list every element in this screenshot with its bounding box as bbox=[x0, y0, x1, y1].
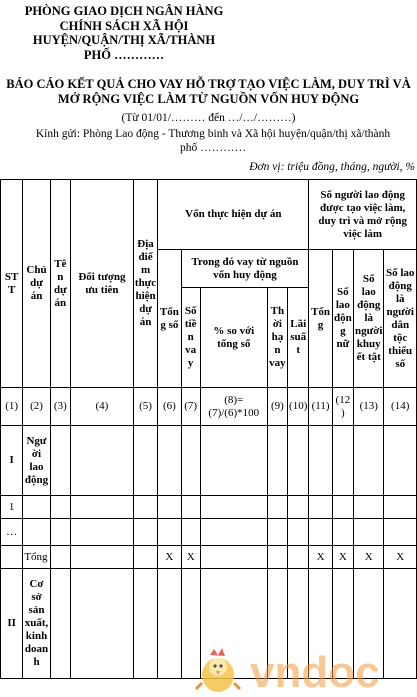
section-2-roman: II bbox=[1, 569, 23, 679]
vndoc-watermark-logo bbox=[190, 645, 415, 695]
total-x-14: X bbox=[384, 546, 417, 569]
total-x-13: X bbox=[354, 546, 384, 569]
header-tong-so: Tổng số bbox=[158, 250, 181, 388]
header-stt: STT bbox=[1, 180, 23, 388]
watermark-text: vndoc bbox=[250, 648, 380, 695]
col-num-4: (4) bbox=[70, 388, 133, 426]
report-title bbox=[0, 77, 417, 107]
col-num-6: (6) bbox=[158, 388, 181, 426]
recipient-line-2: phố ………… bbox=[179, 142, 247, 154]
unit-note: Đơn vị: triệu đồng, tháng, người, % bbox=[249, 161, 415, 173]
header-trong-do: Trong đó vay từ nguồn vốn huy động bbox=[181, 250, 309, 288]
col-num-13: (13) bbox=[354, 388, 384, 426]
header-pct: % so với tổng số bbox=[200, 288, 267, 388]
total-row bbox=[1, 546, 417, 569]
total-x-12: X bbox=[332, 546, 353, 569]
header-khuyet-tat: Số lao động là người khuyết tật bbox=[354, 250, 384, 388]
col-num-9: (9) bbox=[267, 388, 287, 426]
table-row bbox=[1, 519, 417, 546]
org-line-1: PHÒNG GIAO DỊCH NGÂN HÀNG bbox=[24, 4, 224, 18]
total-x-6: X bbox=[158, 546, 181, 569]
header-von-group: Vốn thực hiện dự án bbox=[158, 180, 309, 250]
col-num-2: (2) bbox=[23, 388, 50, 426]
column-number-row bbox=[1, 388, 417, 426]
col-num-11: (11) bbox=[309, 388, 332, 426]
total-x-7: X bbox=[181, 546, 200, 569]
header-lai-suat: Lãi suất bbox=[288, 288, 309, 388]
org-line-3: HUYỆN/QUẬN/THỊ XÃ/THÀNH bbox=[32, 33, 216, 47]
section-1-roman: I bbox=[1, 426, 23, 496]
recipient-line-1: Kính gửi: Phòng Lao động - Thương binh và Xã hội huyện/quận/thị xã/thành bbox=[35, 128, 391, 140]
col-num-7: (7) bbox=[181, 388, 200, 426]
header-tong: Tổng bbox=[309, 250, 332, 388]
report-period: (Từ 01/01/……… đến …/…/………) bbox=[121, 112, 296, 124]
col-num-10: (10) bbox=[288, 388, 309, 426]
header-so-tien-vay: Số tiền vay bbox=[181, 288, 200, 388]
org-line-4: PHỐ ………… bbox=[83, 47, 165, 62]
col-num-5: (5) bbox=[133, 388, 157, 426]
header-ten-du-an: Tên dự án bbox=[50, 180, 70, 388]
col-num-3: (3) bbox=[50, 388, 70, 426]
col-num-8: (8)=(7)/(6)*100 bbox=[200, 388, 267, 426]
org-line-2: CHÍNH SÁCH XÃ HỘI bbox=[59, 18, 189, 33]
recipient bbox=[28, 127, 398, 155]
section-1-label: Người lao động bbox=[23, 426, 50, 496]
col-num-14: (14) bbox=[384, 388, 417, 426]
header-dia-diem: Địa điểm thực hiện dự án bbox=[133, 180, 157, 388]
header-doi-tuong: Đối tượng ưu tiên bbox=[70, 180, 133, 388]
section-2-label: Cơ sở sản xuất, kinh doanh bbox=[23, 569, 50, 679]
title-line-2: MỞ RỘNG VIỆC LÀM TỪ NGUỒN VỐN HUY ĐỘNG bbox=[57, 92, 360, 106]
total-label: Tổng bbox=[23, 546, 50, 569]
row-number: 1 bbox=[1, 496, 23, 519]
organization-header bbox=[4, 4, 244, 62]
section-row-1 bbox=[1, 426, 417, 496]
rooster-mascot-icon bbox=[196, 648, 240, 692]
title-line-1: BÁO CÁO KẾT QUẢ CHO VAY HỖ TRỢ TẠO VIỆC LÀM, DUY TRÌ VÀ bbox=[6, 77, 411, 91]
header-lao-dong-nu: Số lao động nữ bbox=[332, 250, 353, 388]
row-ellipsis: … bbox=[1, 519, 23, 546]
total-x-11: X bbox=[309, 546, 332, 569]
header-lao-dong-group: Số người lao động được tạo việc làm, duy trì và mở rộng việc làm bbox=[309, 180, 417, 250]
col-num-12: (12) bbox=[332, 388, 353, 426]
report-table bbox=[0, 179, 417, 679]
header-thoi-han: Thời hạn vay bbox=[267, 288, 287, 388]
header-dan-toc: Số lao động là người dân tộc thiểu số bbox=[384, 250, 417, 388]
col-num-1: (1) bbox=[1, 388, 23, 426]
header-chu-du-an: Chủ dự án bbox=[23, 180, 50, 388]
table-row bbox=[1, 496, 417, 519]
